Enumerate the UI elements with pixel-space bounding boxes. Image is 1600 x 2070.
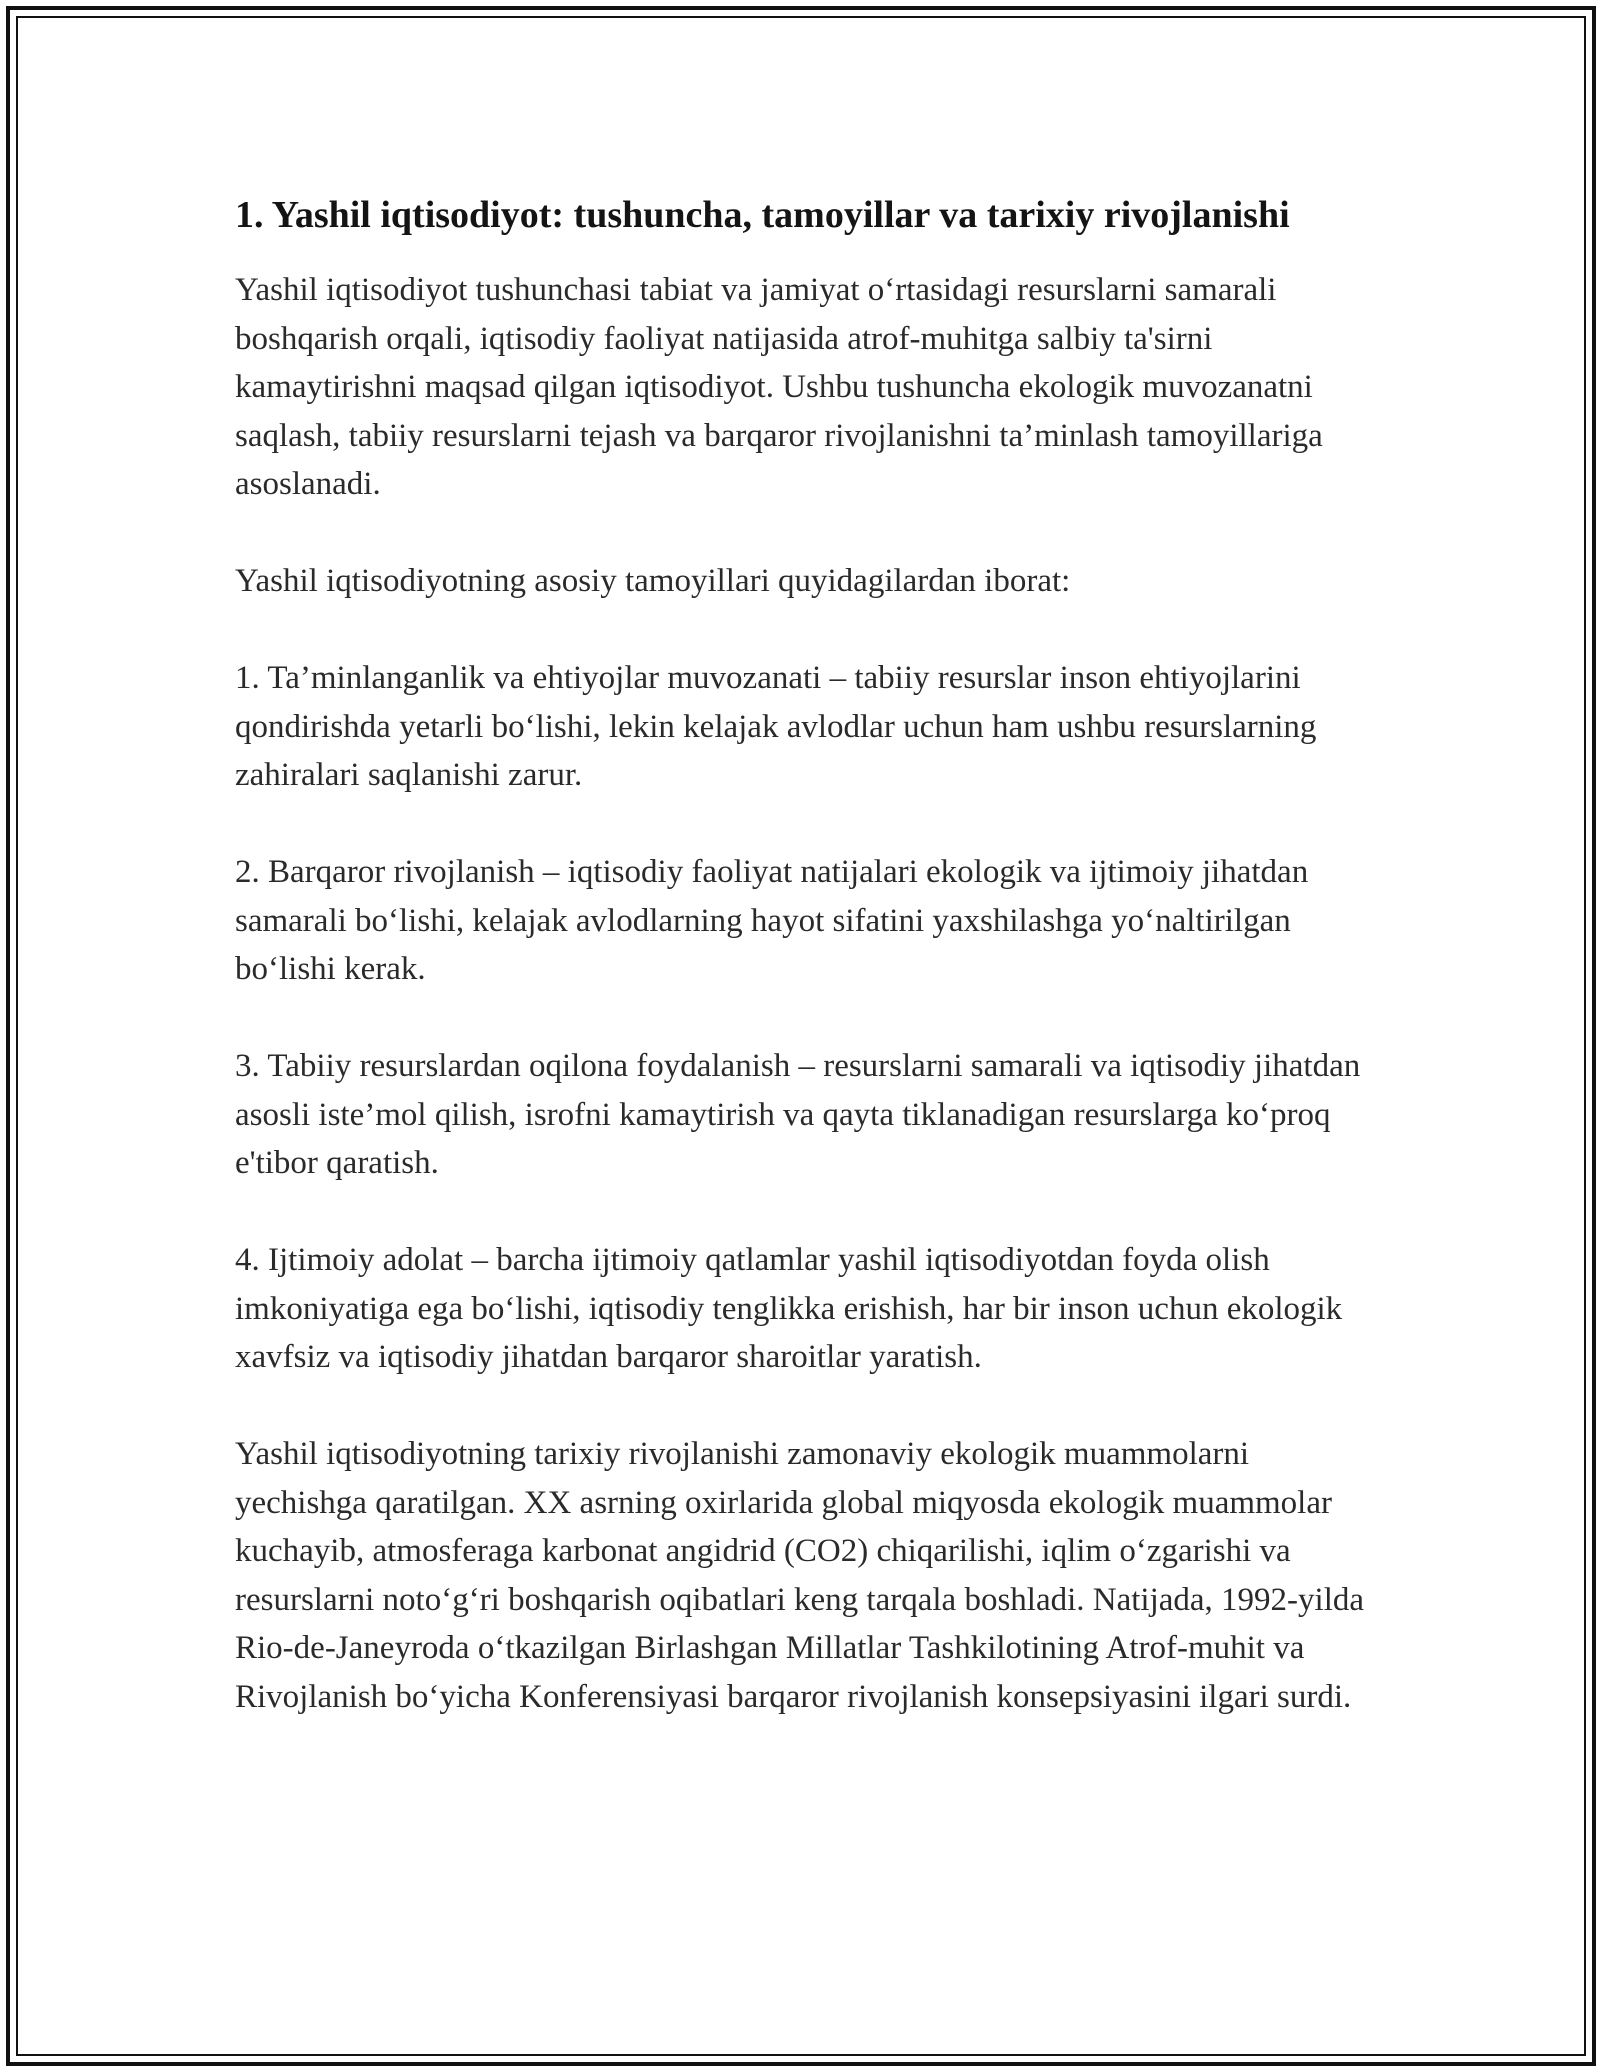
intro-paragraph: Yashil iqtisodiyot tushunchasi tabiat va jamiyat o‘rtasidagi resurslarni samarali boshqarish orqali, iqtisodiy faoliyat natijasida atrof-muhitga salbiy ta'sirni kamaytirishni maqsad qilgan iqtisodiyot. Ushbu tushuncha ekologik muvozanatni saqlash, tabiiy resurslarni tejash va barqaror rivojlanishni ta’minlash tamoyillariga asoslanadi. [235, 272, 1323, 502]
principle-1-paragraph: 1. Ta’minlanganlik va ehtiyojlar muvozanati – tabiiy resurslar inson ehtiyojlarini qondirishda yetarli bo‘lishi, lekin kelajak avlodlar uchun ham ushbu resurslarning zahiralari saqlanishi zarur. [235, 660, 1317, 793]
principles-lead-paragraph: Yashil iqtisodiyotning asosiy tamoyillari quyidagilardan iborat: [235, 563, 1071, 599]
history-paragraph: Yashil iqtisodiyotning tarixiy rivojlanishi zamonaviy ekologik muammolarni yechishga qaratilgan. XX asrning oxirlarida global miqyosda ekologik muammolar kuchayib, atmosferaga karbonat angidrid (CO2) chiqarilishi, iqlim o‘zgarishi va resurslarni noto‘g‘ri boshqarish oqibatlari keng tarqala boshladi. Natijada, 1992-yilda Rio-de-Janeyroda o‘tkazilgan Birlashgan Millatlar Tashkilotining Atrof-muhit va Rivojlanish bo‘yicha Konferensiyasi barqaror rivojlanish konsepsiyasini ilgari surdi. [235, 1436, 1365, 1715]
principle-3-paragraph: 3. Tabiiy resurslardan oqilona foydalanish – resurslarni samarali va iqtisodiy jihatdan asosli iste’mol qilish, isrofni kamaytirish va qayta tiklanadigan resurslarga ko‘proq e'tibor qaratish. [235, 1048, 1361, 1181]
principle-2-paragraph: 2. Barqaror rivojlanish – iqtisodiy faoliyat natijalari ekologik va ijtimoiy jihatdan samarali bo‘lishi, kelajak avlodlarning hayot sifatini yaxshilashga yo‘naltirilgan bo‘lishi kerak. [235, 854, 1309, 987]
document-body [235, 188, 1380, 1721]
principle-4-paragraph: 4. Ijtimoiy adolat – barcha ijtimoiy qatlamlar yashil iqtisodiyotdan foyda olish imkoniyatiga ega bo‘lishi, iqtisodiy tenglikka erishish, har bir inson uchun ekologik xavfsiz va iqtisodiy jihatdan barqaror sharoitlar yaratish. [235, 1242, 1343, 1375]
section-heading: 1. Yashil iqtisodiyot: tushuncha, tamoyillar va tarixiy rivojlanishi [235, 194, 1290, 236]
